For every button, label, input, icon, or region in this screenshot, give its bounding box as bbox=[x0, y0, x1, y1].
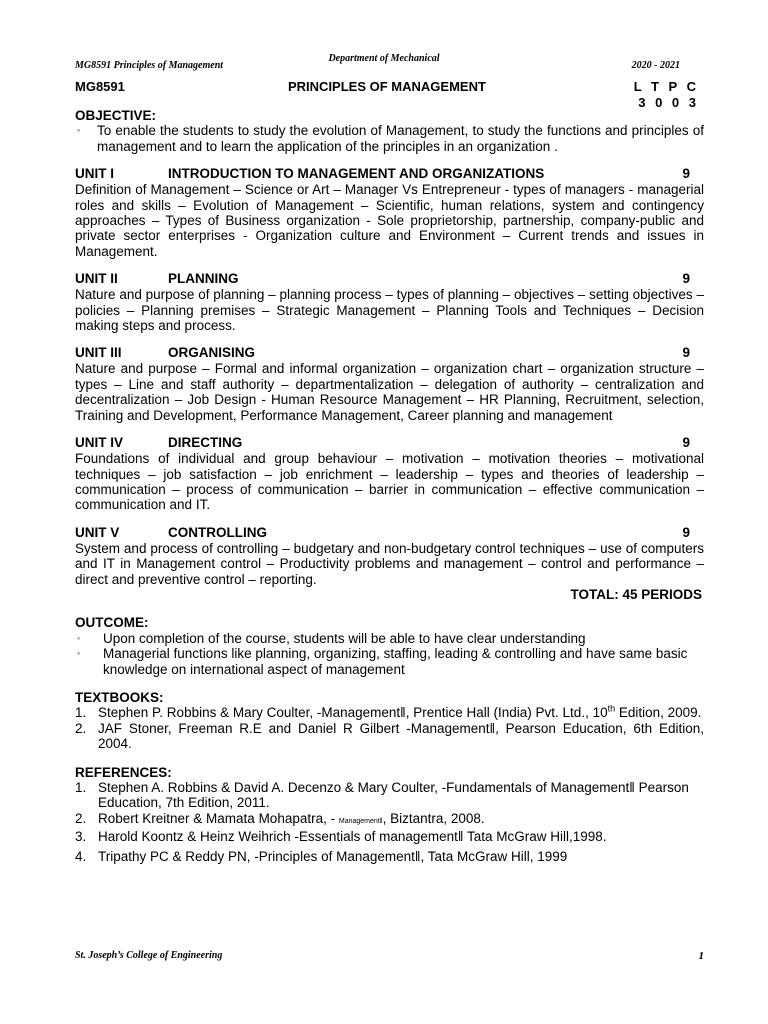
outcome-heading: OUTCOME: bbox=[75, 615, 149, 631]
unit-content: Nature and purpose of planning – planning process – types of planning – objectives – setting objectives – policies – Planning premises – Strategic Management – Planning Tools and Techniques – Decision making steps and process. bbox=[75, 287, 704, 334]
item-number: 4. bbox=[75, 848, 87, 864]
unit-hours: 9 bbox=[682, 345, 690, 361]
header-department: Department of Mechanical bbox=[328, 53, 440, 64]
item-number: 2. bbox=[75, 810, 87, 826]
superscript: th bbox=[607, 703, 616, 714]
unit-2 bbox=[75, 271, 704, 333]
syllabus-body bbox=[75, 108, 704, 864]
footer-page-number: 1 bbox=[698, 950, 704, 962]
outcome-section bbox=[75, 615, 704, 677]
item-number: 2. bbox=[75, 720, 87, 736]
reference-text-end: , Biztantra, 2008. bbox=[382, 810, 485, 826]
unit-content: Definition of Management – Science or Art – Manager Vs Entrepreneur - types of managers - managerial roles and skills – Evolution of Management – Scientific, human relations, system and contingency approaches – Types of Business organization - Sole proprietorship, partnership, company-public and private sector enterprises - Organization culture and Environment – Current trends and issues in Management. bbox=[75, 182, 704, 259]
course-code: MG8591 bbox=[75, 79, 125, 94]
unit-heading bbox=[75, 345, 704, 361]
item-number: 1. bbox=[75, 705, 87, 721]
unit-heading bbox=[75, 166, 704, 182]
unit-5 bbox=[75, 525, 704, 587]
references-section bbox=[75, 765, 704, 864]
item-number: 3. bbox=[75, 829, 87, 845]
outcome-text: Upon completion of the course, students will be able to have clear understanding bbox=[103, 630, 586, 646]
objective-item bbox=[75, 123, 704, 154]
unit-hours: 9 bbox=[682, 271, 690, 287]
header-academic-year: 2020 - 2021 bbox=[631, 60, 680, 71]
textbook-text: Stephen P. Robbins & Mary Coulter, -Management‖, Prentice Hall (India) Pvt. Ltd., 10 bbox=[98, 705, 608, 721]
unit-label: UNIT II bbox=[75, 271, 118, 287]
textbooks-heading: TEXTBOOKS: bbox=[75, 689, 164, 705]
reference-text: Harold Koontz & Heinz Weihrich -Essentials of management‖ Tata McGraw Hill,1998. bbox=[98, 829, 607, 845]
unit-heading bbox=[75, 271, 704, 287]
unit-title: CONTROLLING bbox=[168, 524, 267, 540]
course-title-row bbox=[75, 79, 703, 95]
unit-content: System and process of controlling – budgetary and non-budgetary control techniques – use of computers and IT in Management control – Productivity problems and management – control and performance – direct and preventive control – reporting. bbox=[75, 540, 704, 587]
reference-text: Robert Kreitner & Mamata Mohapatra, - bbox=[98, 810, 339, 826]
unit-3 bbox=[75, 345, 704, 423]
textbook-text-end: Edition, 2009. bbox=[615, 705, 702, 721]
unit-heading bbox=[75, 525, 704, 541]
bullet-icon: ◦ bbox=[77, 648, 81, 659]
unit-heading bbox=[75, 435, 704, 451]
unit-hours: 9 bbox=[682, 435, 690, 451]
unit-title: DIRECTING bbox=[168, 435, 243, 451]
bullet-icon: ◦ bbox=[77, 125, 81, 136]
unit-label: UNIT IV bbox=[75, 435, 124, 451]
unit-label: UNIT III bbox=[75, 345, 122, 361]
reference-small-text: Management‖ bbox=[338, 817, 383, 825]
reference-text: Tripathy PC & Reddy PN, -Principles of Management‖, Tata McGraw Hill, 1999 bbox=[98, 848, 568, 864]
unit-title: INTRODUCTION TO MANAGEMENT AND ORGANIZATIONS bbox=[168, 166, 545, 182]
item-number: 1. bbox=[75, 780, 87, 795]
ltpc-values: 3 0 0 3 bbox=[638, 95, 699, 110]
outcome-item bbox=[75, 631, 704, 646]
textbook-text: JAF Stoner, Freeman R.E and Daniel R Gilbert -Management‖, Pearson Education, 6th Edition, 2004. bbox=[98, 720, 704, 752]
reference-item bbox=[75, 829, 704, 844]
reference-item bbox=[75, 811, 704, 829]
textbook-item bbox=[75, 721, 704, 752]
reference-item bbox=[75, 780, 704, 811]
textbooks-section bbox=[75, 690, 704, 752]
unit-hours: 9 bbox=[682, 524, 690, 540]
outcome-text: Managerial functions like planning, organizing, staffing, leading & controlling and have same basic knowledge on international aspect of management bbox=[103, 646, 688, 677]
course-title: PRINCIPLES OF MANAGEMENT bbox=[288, 79, 486, 94]
reference-text: Stephen A. Robbins & David A. Decenzo & Mary Coulter, -Fundamentals of Management‖ Pearson Education, 7th Edition, 2011. bbox=[98, 780, 689, 811]
unit-title: PLANNING bbox=[168, 271, 239, 287]
header-course-ref: MG8591 Principles of Management bbox=[75, 60, 224, 71]
references-heading: REFERENCES: bbox=[75, 764, 172, 780]
unit-content: Foundations of individual and group behaviour – motivation – motivation theories – motivational techniques – job satisfaction – job enrichment – leadership – types and theories of leadership – communication – process of communication – barrier in communication – effective communication –communication and IT. bbox=[75, 451, 704, 513]
outcome-item bbox=[75, 646, 704, 677]
objective-text: To enable the students to study the evolution of Management, to study the functions and principles of management and to learn the application of the principles in an organization . bbox=[97, 123, 704, 154]
unit-label: UNIT V bbox=[75, 524, 120, 540]
unit-1 bbox=[75, 166, 704, 259]
reference-item bbox=[75, 849, 704, 864]
bullet-icon: ◦ bbox=[77, 632, 81, 643]
unit-label: UNIT I bbox=[75, 166, 114, 182]
objective-heading: OBJECTIVE: bbox=[75, 108, 157, 123]
footer-college: St. Joseph’s College of Engineering bbox=[75, 950, 223, 961]
unit-hours: 9 bbox=[682, 166, 690, 182]
total-periods: TOTAL: 45 PERIODS bbox=[570, 586, 702, 602]
textbook-item bbox=[75, 705, 704, 720]
ltpc-labels: L T P C bbox=[633, 79, 699, 94]
unit-4 bbox=[75, 435, 704, 513]
unit-content: Nature and purpose – Formal and informal organization – organization chart – organization structure – types – Line and staff authority – departmentalization – delegation of authority – centralization and decentralization – Job Design - Human Resource Management – HR Planning, Recruitment, selection, Training and Development, Performance Management, Career planning and management bbox=[75, 361, 704, 423]
unit-title: ORGANISING bbox=[168, 345, 256, 361]
